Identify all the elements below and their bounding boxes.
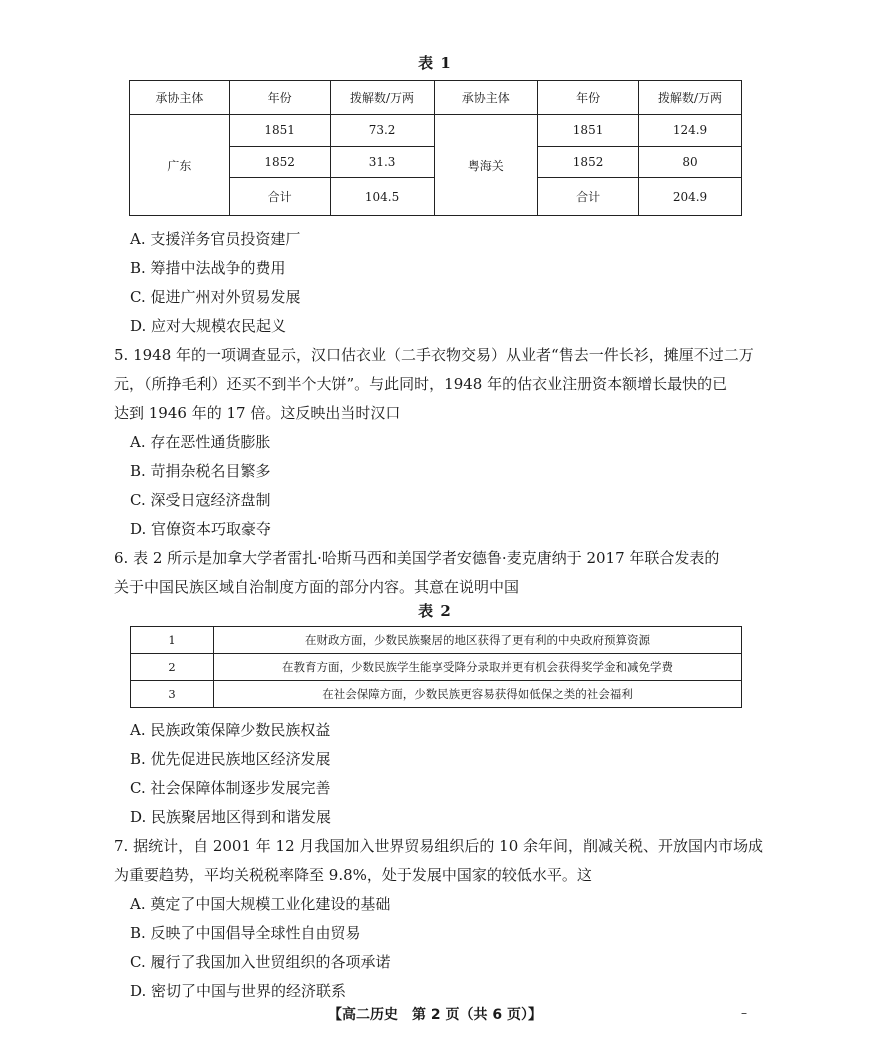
q6-option-a: A. 民族政策保障少数民族权益 <box>130 721 331 739</box>
q6-stem-line: 6. 表 2 所示是加拿大学者雷扎·哈斯马西和美国学者安德鲁·麦克唐纳于 2017 年联合发表的 <box>114 549 720 567</box>
table1 <box>129 80 742 216</box>
table1-amount: 204.9 <box>639 178 742 216</box>
q7-option-b: B. 反映了中国倡导全球性自由贸易 <box>130 924 361 942</box>
q4-option-a: A. 支援洋务官员投资建厂 <box>130 230 301 248</box>
table1-header: 拨解数/万两 <box>330 81 434 115</box>
table1-header: 承协主体 <box>434 81 538 115</box>
q6-option-c: C. 社会保障体制逐步发展完善 <box>130 779 331 797</box>
table2-row-number: 2 <box>131 654 214 681</box>
table1-header: 承协主体 <box>130 81 230 115</box>
table-row <box>131 681 742 708</box>
q7-option-a: A. 奠定了中国大规模工业化建设的基础 <box>130 895 391 913</box>
footer-mark: – <box>741 1006 747 1020</box>
table2 <box>130 626 742 708</box>
table1-amount: 104.5 <box>330 178 434 216</box>
table1-amount: 73.2 <box>330 115 434 147</box>
table-row <box>130 115 742 147</box>
table1-amount: 124.9 <box>639 115 742 147</box>
q5-option-b: B. 苛捐杂税名目繁多 <box>130 462 271 480</box>
table-row <box>131 627 742 654</box>
table1-year: 合计 <box>229 178 330 216</box>
table1-header: 年份 <box>229 81 330 115</box>
q5-option-d: D. 官僚资本巧取豪夺 <box>130 520 272 538</box>
table2-caption: 表 2 <box>418 602 452 620</box>
q6-option-b: B. 优先促进民族地区经济发展 <box>130 750 331 768</box>
table1-year: 1851 <box>229 115 330 147</box>
table1-year: 合计 <box>538 178 639 216</box>
table2-row-text: 在教育方面，少数民族学生能享受降分录取并更有机会获得奖学金和减免学费 <box>214 654 742 681</box>
table2-row-number: 3 <box>131 681 214 708</box>
q7-option-d: D. 密切了中国与世界的经济联系 <box>130 982 347 1000</box>
q7-stem-line: 7. 据统计，自 2001 年 12 月我国加入世界贸易组织后的 10 余年间，削减关税、开放国内市场成 <box>114 837 764 855</box>
q5-stem-line: 元，（所挣毛利）还买不到半个大饼”。与此同时，1948 年的估衣业注册资本额增长最快的已 <box>114 375 728 393</box>
q4-option-b: B. 筹措中法战争的费用 <box>130 259 286 277</box>
table1-year: 1852 <box>229 146 330 178</box>
table2-row-text: 在财政方面，少数民族聚居的地区获得了更有利的中央政府预算资源 <box>214 627 742 654</box>
table-row <box>131 654 742 681</box>
table1-entity-left: 广东 <box>130 115 230 216</box>
q4-option-d: D. 应对大规模农民起义 <box>130 317 287 335</box>
q5-option-c: C. 深受日寇经济盘制 <box>130 491 271 509</box>
table1-header-row <box>130 81 742 115</box>
q4-option-c: C. 促进广州对外贸易发展 <box>130 288 301 306</box>
q6-stem-line: 关于中国民族区域自治制度方面的部分内容。其意在说明中国 <box>114 578 520 596</box>
table1-entity-right: 粤海关 <box>434 115 538 216</box>
table1-amount: 31.3 <box>330 146 434 178</box>
table1-header: 年份 <box>538 81 639 115</box>
table1-year: 1851 <box>538 115 639 147</box>
table2-row-text: 在社会保障方面，少数民族更容易获得如低保之类的社会福利 <box>214 681 742 708</box>
q7-stem-line: 为重要趋势，平均关税税率降至 9.8%，处于发展中国家的较低水平。这 <box>114 866 592 884</box>
q5-stem-line: 5. 1948 年的一项调查显示，汉口估衣业（二手衣物交易）从业者“售去一件长衫，摊厘不过二万 <box>114 346 754 364</box>
q5-option-a: A. 存在恶性通货膨胀 <box>130 433 271 451</box>
page-footer: 【高二历史 第 2 页（共 6 页）】 <box>328 1007 542 1023</box>
table1-header: 拨解数/万两 <box>639 81 742 115</box>
table2-row-number: 1 <box>131 627 214 654</box>
q5-stem-line: 达到 1946 年的 17 倍。这反映出当时汉口 <box>114 404 401 422</box>
q7-option-c: C. 履行了我国加入世贸组织的各项承诺 <box>130 953 391 971</box>
table1-caption: 表 1 <box>418 54 452 72</box>
table1-amount: 80 <box>639 146 742 178</box>
table1-year: 1852 <box>538 146 639 178</box>
q6-option-d: D. 民族聚居地区得到和谐发展 <box>130 808 332 826</box>
